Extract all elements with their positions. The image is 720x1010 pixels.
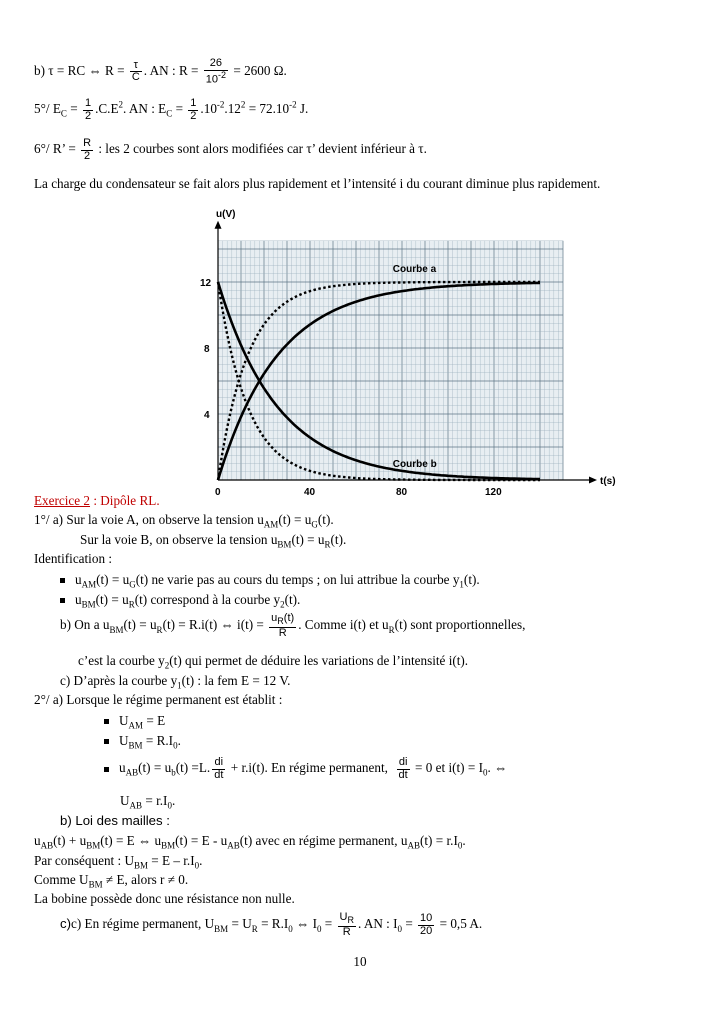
x-tick-label: 0	[215, 487, 221, 498]
line-mailles: $u_{AB}(t) + u_{BM}(t) = E$ ⇔ $u_{BM}(t) = E - u_{AB}(t)$ avec en régime permanent, $u_{AB}(t) = r.I_0$.	[34, 833, 466, 851]
y-tick-label: 8	[204, 344, 210, 355]
line-q2a: 2°/ a) Lorsque le régime permanent est établit :	[34, 692, 283, 707]
annotation-courbe-b: Courbe b	[392, 458, 437, 470]
line-b-mailles: b) Loi des mailles :	[60, 813, 170, 828]
line-b2: b) On a $u_{BM}(t) = u_R(t) = R.i(t)$ ⇔ i(t) = $\frac{u_R(t)}{R}$ . Comme i(t) et $u_R(t)$ sont proportionnelles,	[60, 612, 526, 639]
line-q1b: Sur la voie B, on observe la tension $u_{BM}(t) = u_R(t)$.	[80, 532, 347, 550]
page-number: 10	[353, 954, 367, 969]
y-axis-arrow	[215, 221, 222, 229]
line-consequent: Par conséquent : $U_{BM} = E - r.I_0$.	[34, 853, 203, 871]
x-axis-label: t(s)	[600, 476, 616, 487]
line-c2: c)c) En régime permanent, $U_{BM} = U_R = R.I_0$ ⇔ $I_0$ = $\frac{U_R}{R}$ . AN : $I_0$ = $\frac{10}{20}$ = 0,5 A.	[60, 911, 483, 938]
bullet-uab: $u_{AB}(t) = u_b(t) =L$. $\frac{di}{dt}$ + r.i(t). En régime permanent, $\frac{di}{dt}$ = 0 et $i(t) = I_0$. ⇔	[104, 757, 507, 781]
line-q5: 5°/ $E_C$ = $\frac{1}{2}$ $.C.E^2$. AN : $E_C$ = $\frac{1}{2}$ $.10^{-2}.12^2 = 72.10^{-2}$ J.	[34, 97, 309, 122]
identification-label: Identification :	[34, 551, 112, 566]
line-uab-result: $U_{AB} = r.I_0$.	[120, 793, 176, 811]
annotation-courbe-a: Courbe a	[392, 264, 437, 276]
bullet-1: $u_{AM}(t) = u_G(t)$ ne varie pas au cours du temps ; on lui attribue la courbe $y_1(t)$.	[60, 572, 480, 591]
line-c1: c) D’après la courbe $y_1(t)$ : la fem E = 12 V.	[60, 673, 291, 691]
x-axis-arrow	[589, 477, 597, 484]
line-b-tau: b) τ = RC ⇔ R = $\frac{\tau}{C}$ . AN : R = $\frac{26}{10^{-2}}$ = 2600 Ω.	[34, 57, 287, 86]
bullet-uam: $U_{AM} = E$	[104, 713, 165, 732]
y-tick-label: 4	[204, 410, 210, 421]
x-tick-label: 120	[485, 487, 502, 498]
line-q6: 6°/ R’ = $\frac{R}{2}$ : les 2 courbes sont alors modifiées car τ’ devient inférieur à τ.	[34, 137, 427, 162]
chart	[180, 205, 616, 498]
line-comme: Comme $U_{BM} \ne E$, alors r ≠ 0.	[34, 872, 189, 890]
y-tick-label: 12	[200, 278, 212, 289]
x-tick-label: 40	[304, 487, 316, 498]
bullet-2: $u_{BM}(t) = u_R(t)$ correspond à la courbe $y_2(t)$.	[60, 592, 300, 611]
bullet-ubm: $U_{BM} = R.I_0$.	[104, 733, 181, 752]
line-q1a: 1°/ a) Sur la voie A, on observe la tension $u_{AM}(t) = u_G(t)$.	[34, 512, 334, 530]
line-b2-cont: c’est la courbe $y_2(t)$ qui permet de déduire les variations de l’intensité i(t).	[78, 653, 469, 671]
exercise-2-title: Exercice 2 : Dipôle RL.	[34, 493, 160, 508]
paragraph-charge: La charge du condensateur se fait alors plus rapidement et l’intensité i du courant diminue plus rapidement.	[34, 176, 601, 191]
x-tick-label: 80	[396, 487, 408, 498]
line-bobine: La bobine possède donc une résistance non nulle.	[34, 891, 295, 906]
y-axis-label: u(V)	[216, 208, 236, 220]
